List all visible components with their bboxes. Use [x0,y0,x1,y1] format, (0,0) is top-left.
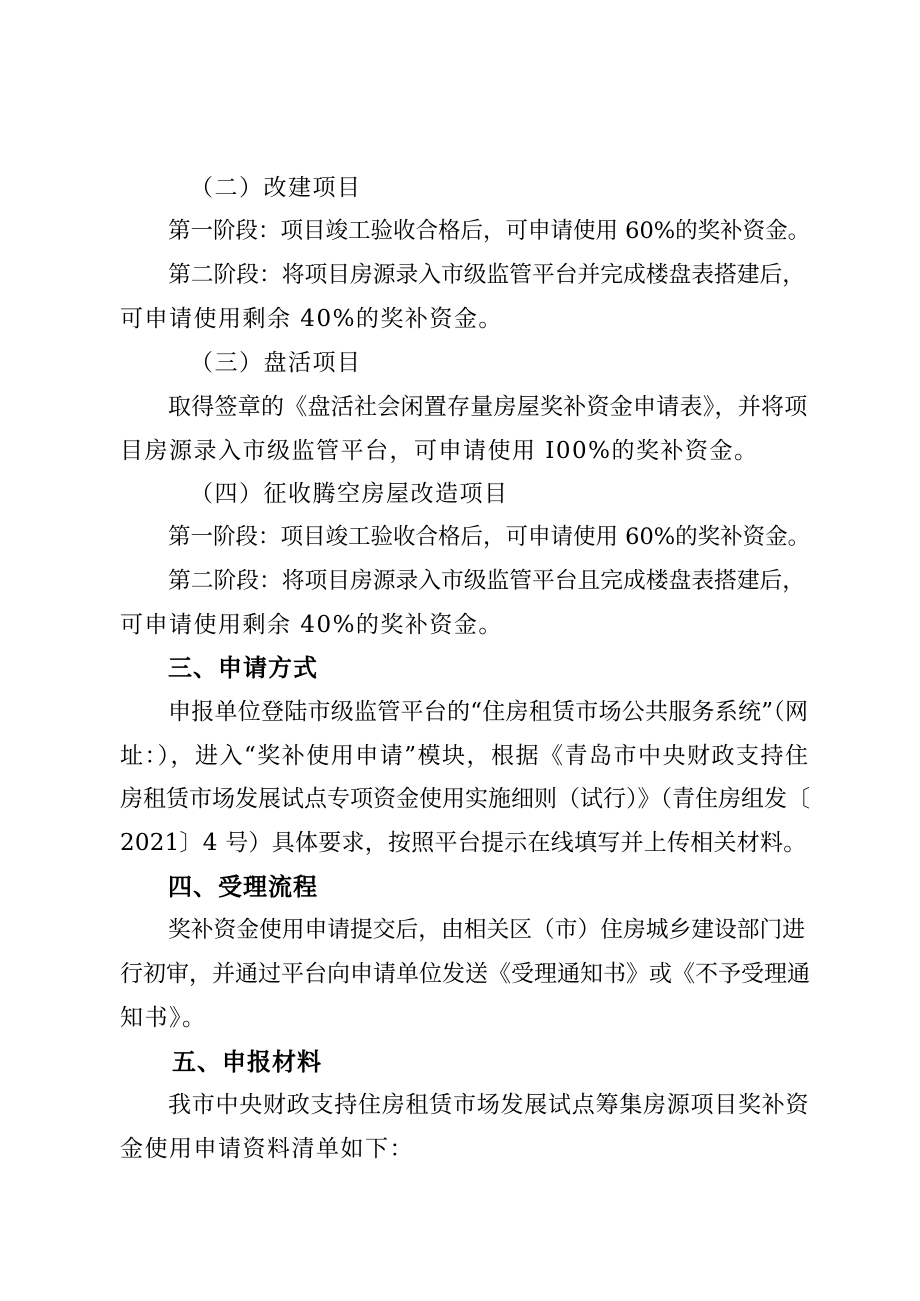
paragraph-line: 我市中央财政支持住房租赁市场发展试点筹集房源项目奖补资 [168,1092,810,1118]
subsection-heading-rebuild: （二）改建项目 [190,175,362,201]
section-heading-acceptance-process: 四、受理流程 [168,873,318,901]
paragraph-line: 第二阶段：将项目房源录入市级监管平台且完成楼盘表搭建后， [168,568,805,594]
paragraph-line: 奖补资金使用申请提交后，由相关区（市）住房城乡建设部门进 [168,917,805,943]
subsection-heading-revitalize: （三）盘活项目 [190,350,362,376]
paragraph-line: 2021〕4 号）具体要求，按照平台提示在线填写并上传相关材料。 [120,830,807,856]
subsection-heading-expropriation: （四）征收腾空房屋改造项目 [190,481,509,507]
paragraph-line: 第二阶段：将项目房源录入市级监管平台并完成楼盘表搭建后， [168,262,805,288]
paragraph-line: 目房源录入市级监管平台，可申请使用 I00%的奖补资金。 [120,438,759,464]
paragraph-line: 取得签章的《盘活社会闲置存量房屋奖补资金申请表》，并将项 [168,394,808,420]
paragraph-line: 金使用申请资料清单如下： [120,1136,414,1162]
paragraph-line: 行初审，并通过平台向申请单位发送《受理通知书》或《不予受理通 [120,961,810,987]
paragraph-line: 知书》。 [120,1005,207,1031]
section-heading-application-materials: 五、申报材料 [172,1048,322,1076]
paragraph-line: 可申请使用剩余 40%的奖补资金。 [120,612,503,638]
paragraph-line: 第一阶段：项目竣工验收合格后，可申请使用 60%的奖补资金。 [168,524,811,550]
paragraph-line: 第一阶段：项目竣工验收合格后，可申请使用 60%的奖补资金。 [168,218,811,244]
paragraph-line: 可申请使用剩余 40%的奖补资金。 [120,306,503,332]
section-heading-application-method: 三、申请方式 [168,654,318,682]
paragraph-line: 房租赁市场发展试点专项资金使用实施细则（试行）》（青住房组发〔 [120,786,810,812]
paragraph-line: 址：），进入“奖补使用申请”模块，根据《青岛市中央财政支持住 [120,743,810,769]
paragraph-line: 申报单位登陆市级监管平台的“住房租赁市场公共服务系统”（网 [168,699,809,725]
